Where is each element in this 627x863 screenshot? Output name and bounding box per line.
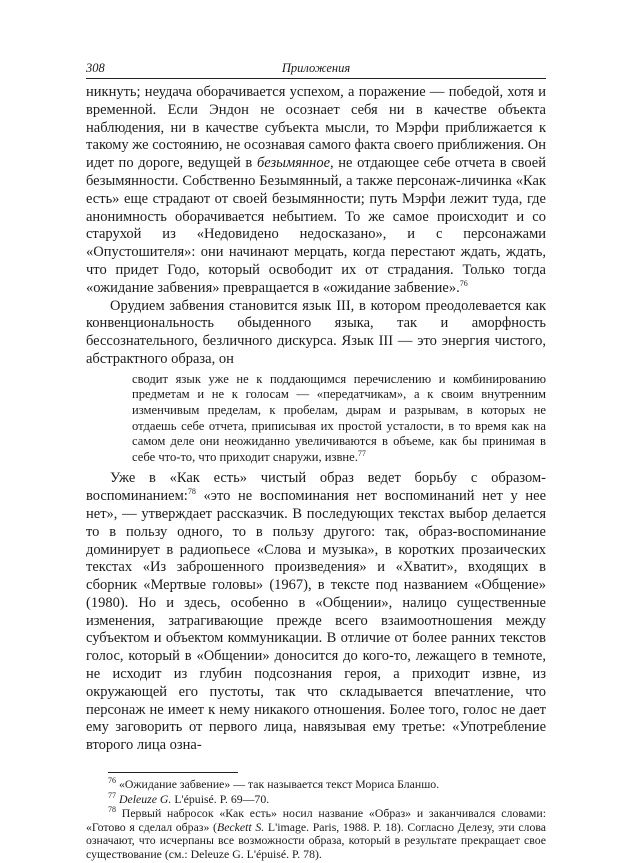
footnote-mark-77: 77 — [108, 790, 116, 800]
footnote-mark-78: 78 — [108, 805, 116, 815]
footnote-76 — [86, 778, 546, 792]
paragraph-3-start: Уже в «Как есть» чистый образ ведет борьбу с образом-воспоминанием: — [86, 470, 546, 505]
footnote-78-author: Beckett S. — [216, 819, 265, 834]
paragraph-3-end: «это не воспоминания нет воспоминаний нет у нее нет», — утверждает рассказчик. В последующих текстах выбор делается то в пользу одного, то в пользу другого: так, образ-воспоминание доминирует в радиопьесе «Слова и музыка», в коротких прозаических текстах «Из заброшенного произведения» и «Хватит», входящих в сборник «Мертвые головы» (1967), в тексте под названием «Общение» (1980). Но и здесь, особенно в «Общении», налицо существенные изменения, затрагивающие прежде всего взаимоотношения между субъектом и объектом коммуникации. В отличие от более ранних текстов голос, который в «Общении» доносится до кого-то, лежащего в темноте, не исходит из глубин подсознания героя, а приходит извне, из окружающей его пустоты, так что складывается впечатление, что персонаж не имеет к нему никакого отношения. Более того, голос не дает ему заговорить от первого лица, навязывая ему третье: «Употребление второго лица озна- — [86, 488, 546, 754]
footnote-mark-76: 76 — [108, 776, 116, 786]
footnote-78-text-after: L'image. Paris, 1988. P. 18). Согласно Делезу, эти слова означают, что исчерпаны все возможности образа, который в результате прекращает свое существование (см.: Deleuze G. L'épuisé. P. 78). — [86, 819, 546, 862]
running-head — [86, 58, 546, 78]
paragraph-2: Орудием забвения становится язык III, в котором преодолевается как конвенциональность обыденного языка, так и аморфность бессознательного, безличного дискурса. Язык III — это энергия чистого, абстрактного образа, он — [86, 297, 546, 367]
footnote-78 — [86, 807, 546, 861]
paragraph-1-end: , не отдающее себе отчета в своей безымянности. Собственно Безымянный, а также персонаж-личинка «Как есть» еще страдают от своей безымянности; путь Мэрфи лежит туда, где анонимность оборачивается небытием. То же самое происходит и со старухой из «Недовидено недосказано», и с персонажами «Опустошителя»: они начинают мерцать, когда перестают ждать, ждать, что придет Годо, который освободит их от страдания. Только тогда «ожидание забвения» превращается в «ожидание забвение». — [86, 155, 546, 296]
paragraph-3 — [86, 470, 546, 755]
footnote-77-author: Deleuze G. — [118, 791, 172, 806]
footnote-rule — [108, 772, 238, 773]
footnote-77-text: L'épuisé. P. 69—70. — [171, 791, 270, 806]
header-rule — [86, 78, 546, 79]
footnote-76-text: «Ожидание забвение» — так называется текст Мориса Бланшо. — [118, 777, 440, 792]
block-quote — [132, 372, 546, 466]
book-page — [86, 58, 546, 863]
footnote-78-text-before: Первый набросок «Как есть» носил название «Образ» и заканчивался словами: «Готово я сделал образ» ( — [86, 806, 546, 834]
footnotes — [86, 778, 546, 862]
paragraph-1 — [86, 84, 546, 298]
footnote-ref-77[interactable]: 77 — [357, 448, 366, 458]
footnote-ref-78[interactable]: 78 — [187, 487, 196, 497]
footnote-77 — [86, 790, 546, 807]
main-text — [86, 84, 546, 755]
paragraph-1-text: никнуть; неудача оборачивается успехом, а поражение — победой, хотя и временной. Если Эндон не осознает себя ни в качестве объекта наблюдения, ни в качестве субъекта мысли, то Мэрфи приближается к такому же состоянию, не осознавая самого факта своего приближения. Он идет по дороге, ведущей в — [86, 84, 546, 172]
footnote-ref-76[interactable]: 76 — [459, 278, 468, 288]
page-number: 308 — [86, 61, 105, 75]
section-title: Приложения — [281, 61, 351, 75]
block-quote-text: сводит язык уже не к поддающимся перечислению и комбинированию предметам и не к голосам — «передатчикам», а к своим внутренним изменчивым пределам, к пробелам, дырам и разрывам, в которых не отдаешь себе отчета, приписывая их простой усталости, в то время как на самом деле они неожиданно увеличиваются в объеме, как бы принимая в себе что-то, что приходит снаружи, извне. — [132, 371, 546, 464]
paragraph-1-italic: безымянное — [256, 155, 331, 172]
